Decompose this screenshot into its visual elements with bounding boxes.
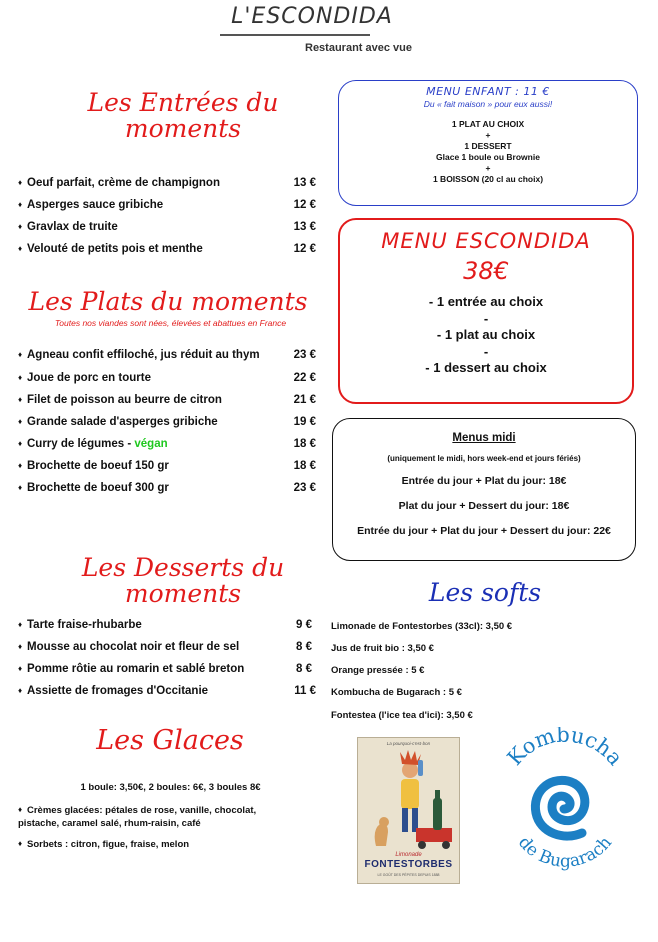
- fontestorbes-poster: [357, 737, 460, 884]
- plats-origin-note: Toutes nos viandes sont nées, élevées et abattues en France: [54, 318, 287, 328]
- kombucha-bottom-path: de Bugarach: [513, 832, 617, 872]
- vegan-tag: végan: [134, 438, 168, 450]
- wagon-icon: [416, 828, 452, 842]
- item-name: Filet de poisson au beurre de citron: [27, 394, 222, 406]
- plat-item: [18, 460, 169, 472]
- feather-headdress-icon: [400, 750, 421, 765]
- dog-head-icon: [379, 817, 389, 827]
- diamond-bullet-icon: ♦: [18, 839, 23, 848]
- menus-midi-note: (uniquement le midi, hors week-end et jours fériés): [387, 454, 581, 463]
- menu-enfant-subtitle: Du « fait maison » pour eux aussi!: [423, 99, 553, 109]
- soft-item: Kombucha de Bugarach : 5 €: [331, 687, 462, 698]
- diamond-bullet-icon: ♦: [18, 417, 23, 426]
- dessert-item: [18, 619, 142, 631]
- plat-item: [18, 438, 168, 450]
- item-price: 12 €: [293, 243, 316, 255]
- glaces-sorbets-text: Sorbets : citron, figue, fraise, melon: [27, 839, 190, 850]
- menu-enfant-box: [338, 80, 638, 206]
- item-price: 19 €: [293, 416, 316, 428]
- diamond-bullet-icon: ♦: [18, 483, 23, 492]
- boy-body-icon: [401, 779, 419, 809]
- diamond-bullet-icon: ♦: [18, 350, 23, 359]
- softs-title: Les softs: [428, 578, 542, 607]
- menus-midi-line: Entrée du jour + Plat du jour + Dessert du jour: 22€: [357, 525, 611, 537]
- item-name: Assiette de fromages d'Occitanie: [27, 685, 209, 697]
- menu-enfant-line: +: [485, 163, 491, 173]
- diamond-bullet-icon: ♦: [18, 664, 23, 673]
- restaurant-subtitle: Restaurant avec vue: [305, 42, 412, 54]
- menu-enfant-lines: [339, 119, 637, 185]
- item-price: 9 €: [296, 619, 312, 631]
- item-name: Brochette de boeuf 300 gr: [27, 482, 169, 494]
- diamond-bullet-icon: ♦: [18, 620, 23, 629]
- item-name: Velouté de petits pois et menthe: [27, 243, 203, 255]
- menu-escondida-separator: -: [483, 310, 489, 326]
- diamond-bullet-icon: ♦: [18, 178, 23, 187]
- entree-item: [18, 243, 203, 255]
- diamond-bullet-icon: ♦: [18, 200, 23, 209]
- item-price: 8 €: [296, 641, 312, 653]
- item-price: 13 €: [293, 177, 316, 189]
- glaces-sorbets: [18, 837, 328, 851]
- diamond-bullet-icon: ♦: [18, 244, 23, 253]
- item-name: Grande salade d'asperges gribiche: [27, 416, 218, 428]
- bottle-neck-icon: [435, 790, 440, 800]
- dog-icon: [375, 824, 388, 846]
- entrees-title-line1: Les Entrées du: [87, 88, 279, 117]
- glaces-cremes-line2: pistache, caramel salé, rhum-raisin, café: [18, 818, 201, 829]
- wagon-wheel-icon: [418, 841, 426, 849]
- item-price: 18 €: [293, 438, 316, 450]
- wagon-wheel-icon: [442, 841, 450, 849]
- menu-escondida-line: - 1 plat au choix: [436, 327, 536, 342]
- glass-icon: [418, 760, 423, 776]
- entree-item: [18, 177, 220, 189]
- menu-escondida-line: - 1 entrée au choix: [428, 294, 544, 309]
- diamond-bullet-icon: ♦: [18, 686, 23, 695]
- item-price: 8 €: [296, 663, 312, 675]
- kombucha-logo: [494, 727, 634, 877]
- desserts-title-line2: moments: [124, 579, 242, 609]
- entree-item: [18, 199, 163, 211]
- logo-underline: [220, 34, 370, 36]
- diamond-bullet-icon: ♦: [18, 222, 23, 231]
- menu-enfant-line: 1 BOISSON (20 cl au choix): [432, 174, 544, 184]
- soft-item: Orange pressée : 5 €: [331, 665, 425, 676]
- menus-midi-line: Entrée du jour + Plat du jour: 18€: [401, 475, 567, 487]
- item-name: Brochette de boeuf 150 gr: [27, 460, 169, 472]
- menus-midi-title: Menus midi: [452, 432, 516, 444]
- diamond-bullet-icon: ♦: [18, 805, 23, 814]
- diamond-bullet-icon: ♦: [18, 461, 23, 470]
- soft-item: Jus de fruit bio : 3,50 €: [331, 643, 434, 654]
- item-price: 11 €: [294, 685, 316, 697]
- menu-escondida-box: [338, 218, 634, 404]
- item-name: Asperges sauce gribiche: [27, 199, 164, 211]
- kombucha-top-text: [503, 727, 628, 770]
- item-name: Joue de porc en tourte: [27, 372, 151, 384]
- item-price: 23 €: [293, 482, 316, 494]
- item-name: Pomme rôtie au romarin et sablé breton: [27, 663, 245, 675]
- spiral-icon: [535, 780, 584, 836]
- dessert-item: [18, 641, 239, 653]
- poster-brand: FONTESTORBES: [364, 859, 453, 870]
- diamond-bullet-icon: ♦: [18, 439, 23, 448]
- item-price: 21 €: [293, 394, 316, 406]
- diamond-bullet-icon: ♦: [18, 373, 23, 382]
- item-name: Mousse au chocolat noir et fleur de sel: [27, 641, 240, 653]
- menu-escondida-price: 38€: [463, 257, 509, 285]
- menu-enfant-line: Glace 1 boule ou Brownie: [436, 152, 540, 162]
- dessert-item: [18, 685, 208, 697]
- poster-brand-small: Limonade: [395, 852, 422, 858]
- plat-item: [18, 416, 218, 428]
- plat-item: [18, 394, 222, 406]
- plat-item: [18, 482, 169, 494]
- glaces-cremes-line1: Crèmes glacées: pétales de rose, vanille, chocolat,: [27, 805, 257, 816]
- plats-title: Les Plats du moments: [28, 287, 308, 316]
- restaurant-logo: [212, 4, 412, 62]
- desserts-title-line1: Les Desserts du: [81, 553, 285, 582]
- restaurant-name: L'ESCONDIDA: [231, 4, 393, 29]
- menu-escondida-lines: [340, 294, 632, 377]
- glaces-prices: 1 boule: 3,50€, 2 boules: 6€, 3 boules 8€: [80, 782, 261, 793]
- menu-enfant-title: MENU ENFANT : 11 €: [426, 85, 550, 98]
- glaces-cremes: [18, 803, 328, 830]
- item-price: 23 €: [293, 349, 316, 361]
- menu-escondida-separator: -: [483, 343, 489, 359]
- menus-midi-line: Plat du jour + Dessert du jour: 18€: [398, 500, 570, 512]
- item-name: Curry de légumes -: [27, 438, 135, 450]
- entrees-title: [58, 90, 308, 143]
- menu-escondida-line: - 1 dessert au choix: [425, 360, 547, 375]
- item-price: 22 €: [293, 372, 316, 384]
- poster-tagline: La pourquoi-c'est-bon: [386, 741, 431, 746]
- soft-item: Limonade de Fontestorbes (33cl): 3,50 €: [331, 621, 513, 632]
- poster-illustration: [358, 746, 460, 858]
- boy-leg-icon: [402, 808, 408, 832]
- menu-enfant-line: 1 PLAT AU CHOIX: [451, 119, 525, 129]
- glaces-title: Les Glaces: [96, 725, 244, 756]
- plat-item: [18, 372, 151, 384]
- diamond-bullet-icon: ♦: [18, 642, 23, 651]
- menu-enfant-line: 1 DESSERT: [464, 141, 512, 151]
- soft-item: Fontestea (l'ice tea d'ici): 3,50 €: [331, 710, 473, 721]
- poster-footer: LE GOÛT DES PÉPITES DEPUIS 1888: [377, 873, 440, 877]
- menu-escondida-title: MENU ESCONDIDA: [381, 229, 591, 253]
- item-price: 18 €: [293, 460, 316, 472]
- item-name: Tarte fraise-rhubarbe: [27, 619, 142, 631]
- item-name: Agneau confit effiloché, jus réduit au thym: [27, 349, 260, 361]
- entree-item: [18, 221, 118, 233]
- dessert-item: [18, 663, 244, 675]
- entrees-title-line2: moments: [124, 114, 242, 144]
- menu-enfant-line: +: [485, 130, 491, 140]
- menus-midi-box: [332, 418, 636, 561]
- plat-item: [18, 349, 260, 361]
- diamond-bullet-icon: ♦: [18, 395, 23, 404]
- kombucha-top-path: Kombucha: [502, 727, 628, 771]
- desserts-title: [58, 555, 308, 608]
- item-name: Oeuf parfait, crème de champignon: [27, 177, 220, 189]
- item-name: Gravlax de truite: [27, 221, 118, 233]
- item-price: 13 €: [293, 221, 316, 233]
- bottle-icon: [433, 798, 442, 830]
- item-price: 12 €: [293, 199, 316, 211]
